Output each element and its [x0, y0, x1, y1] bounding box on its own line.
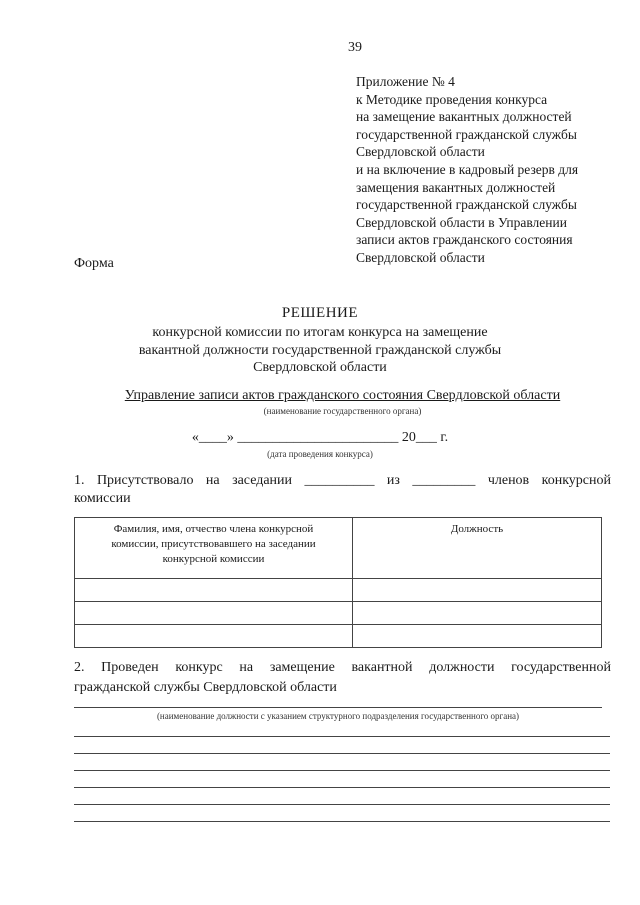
appendix-line: записи актов гражданского состояния [356, 232, 573, 248]
members-table [74, 517, 602, 648]
item-2-word: замещение [269, 660, 335, 675]
table-cell [353, 602, 602, 625]
item-2-contest [74, 658, 611, 698]
item-1-line-2: комиссии [74, 491, 131, 506]
item-2-word: вакантной [351, 660, 413, 675]
item-1-word: на [205, 473, 220, 488]
subtitle-line: конкурсной комиссии по итогам конкурса на замещение [152, 325, 488, 340]
table-cell [353, 579, 602, 602]
appendix-line: государственной гражданской службы [356, 126, 577, 142]
subtitle-line: Свердловской области [253, 360, 387, 375]
item-1-word: конкурсной [541, 473, 611, 488]
table-row [75, 579, 602, 602]
table-row [75, 625, 602, 648]
organization-caption: (наименование государственного органа) [263, 406, 422, 416]
blank-line [74, 821, 610, 822]
appendix-line: Свердловской области [356, 249, 485, 265]
item-1-attendance [74, 472, 611, 508]
form-label: Форма [74, 256, 114, 271]
item-1-line-1 [74, 472, 611, 490]
position-caption: (наименование должности с указанием структурного подразделения государственного органа) [156, 711, 520, 721]
item-2-word: должности [429, 660, 495, 675]
item-2-line-1 [74, 658, 611, 678]
page-number: 39 [348, 40, 362, 55]
date-caption: (дата проведения конкурса) [267, 449, 373, 459]
blank-line [74, 753, 610, 754]
position-name-line [74, 707, 602, 708]
table-cell [75, 602, 353, 625]
appendix-line: и на включение в кадровый резерв для [356, 161, 579, 177]
table-cell [75, 625, 353, 648]
table-header-position: Должность [353, 518, 602, 579]
table-header-member-name [75, 518, 353, 579]
blank-line [74, 804, 610, 805]
subtitle-line: вакантной должности государственной гражданской службы [138, 342, 502, 358]
item-2-word: государственной [511, 660, 611, 675]
item-1-word: из [386, 473, 400, 488]
date-field: «____» _______________________ 20___ г. [191, 430, 449, 445]
item-1-word: заседании [232, 473, 293, 488]
attended-count-blank: __________ [304, 473, 375, 488]
document-subtitle [0, 324, 640, 377]
header-text: Фамилия, имя, отчество члена конкурсной комиссии, присутствовавшего на заседании конкурсной комиссии [111, 523, 316, 565]
organization-name: Управление записи актов гражданского состояния Свердловской области [124, 388, 561, 403]
blank-line [74, 787, 610, 788]
table-header-row [75, 518, 602, 579]
appendix-line: государственной гражданской службы [356, 197, 577, 213]
item-2-line-2: гражданской службы Свердловской области [74, 680, 337, 695]
appendix-line: на замещение вакантных должностей [356, 109, 572, 125]
appendix-line: Приложение № 4 [356, 74, 455, 89]
item-1-number: 1. [74, 473, 85, 488]
blank-line [74, 770, 610, 771]
appendix-line: Свердловской области [356, 144, 485, 160]
item-1-word: Присутствовало [96, 473, 194, 488]
item-1-word: членов [487, 473, 530, 488]
document-title: РЕШЕНИЕ [281, 305, 359, 321]
table-cell [353, 625, 602, 648]
appendix-block [356, 73, 578, 267]
blank-line [74, 736, 610, 737]
item-2-word: конкурс [175, 660, 223, 675]
item-2-word: Проведен [101, 660, 159, 675]
total-count-blank: _________ [412, 473, 476, 488]
item-2-word: на [239, 660, 254, 675]
appendix-line: к Методике проведения конкурса [356, 91, 548, 107]
table-cell [75, 579, 353, 602]
appendix-line: Свердловской области в Управлении [356, 214, 567, 230]
appendix-line: замещения вакантных должностей [356, 179, 556, 195]
table-row [75, 602, 602, 625]
item-2-number: 2. [74, 660, 85, 675]
